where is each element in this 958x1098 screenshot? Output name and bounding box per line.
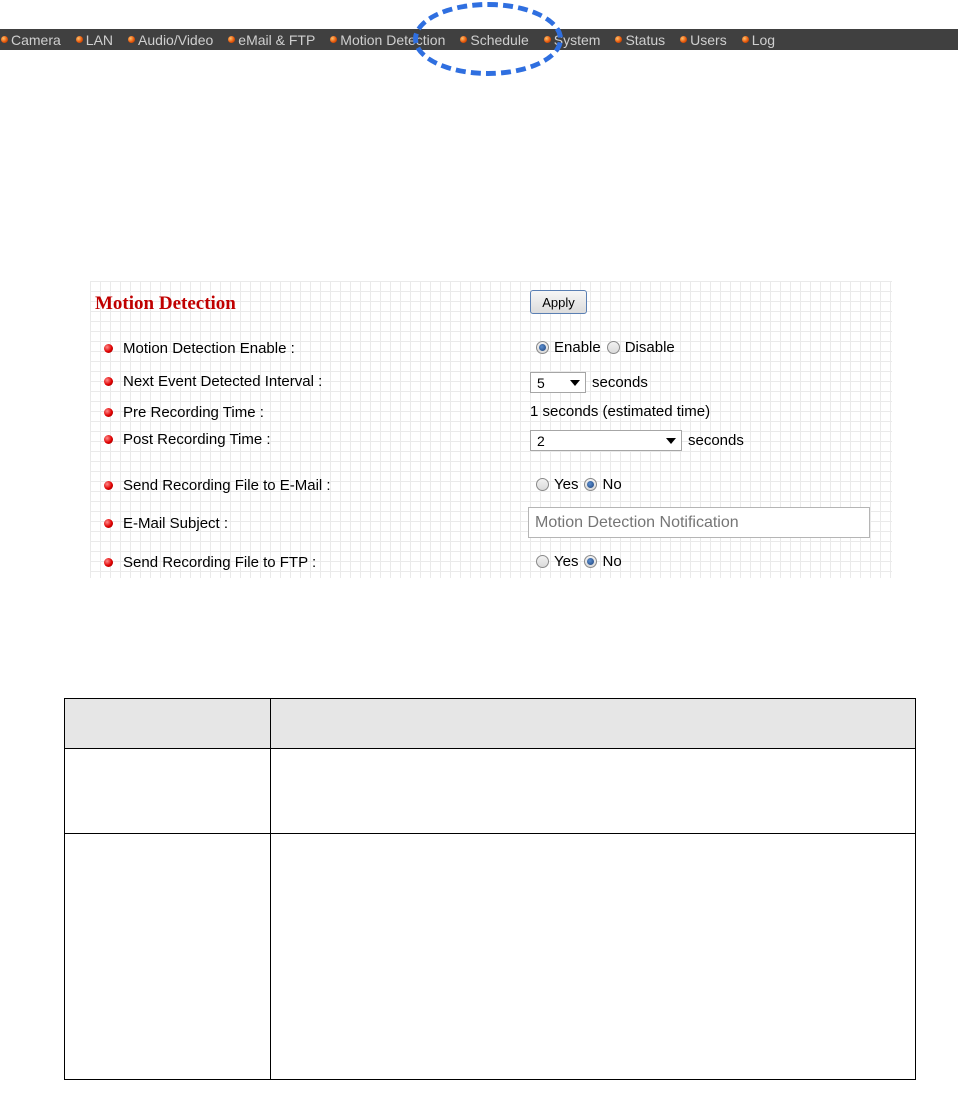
nav-item-schedule[interactable]: Schedule [460, 32, 528, 48]
send-email-label: Send Recording File to E-Mail : [123, 477, 331, 494]
nav-item-camera[interactable]: Camera [1, 32, 61, 48]
bullet-icon [544, 36, 551, 43]
bullet-icon [104, 377, 113, 386]
table-header-row [65, 699, 916, 749]
bullet-icon [104, 344, 113, 353]
interval-select[interactable]: 5 [530, 372, 586, 393]
nav-item-audio-video[interactable]: Audio/Video [128, 32, 213, 48]
enable-radio[interactable] [536, 341, 549, 354]
table-header-cell [271, 699, 916, 749]
bullet-icon [460, 36, 467, 43]
row-next-event-interval: Next Event Detected Interval : 5 seconds [90, 370, 892, 394]
table-cell [271, 834, 916, 1080]
send-ftp-label: Send Recording File to FTP : [123, 554, 317, 571]
motion-enable-label: Motion Detection Enable : [123, 340, 295, 357]
table-cell [65, 834, 271, 1080]
table-cell [65, 749, 271, 834]
email-subject-input[interactable] [528, 507, 870, 538]
bullet-icon [104, 481, 113, 490]
row-post-recording: Post Recording Time : 2 seconds [90, 428, 892, 452]
nav-item-status[interactable]: Status [615, 32, 665, 48]
table-cell [271, 749, 916, 834]
bullet-icon [615, 36, 622, 43]
row-motion-enable: Motion Detection Enable : Enable Disable [90, 337, 892, 361]
ftp-no-radio[interactable] [584, 555, 597, 568]
row-email-subject [90, 512, 892, 536]
bullet-icon [104, 519, 113, 528]
pre-recording-value: 1 seconds (estimated time) [530, 403, 711, 420]
nav-item-email-ftp[interactable]: eMail & FTP [228, 32, 315, 48]
panel-title: Motion Detection [95, 293, 236, 314]
email-no-radio[interactable] [584, 478, 597, 491]
bullet-icon [228, 36, 235, 43]
nav-item-lan[interactable]: LAN [76, 32, 113, 48]
table-row [65, 834, 916, 1080]
apply-button[interactable]: Apply [530, 290, 587, 314]
nav-item-users[interactable]: Users [680, 32, 727, 48]
row-send-ftp: Send Recording File to FTP : Yes No [90, 551, 892, 575]
bullet-icon [76, 36, 83, 43]
disable-radio[interactable] [607, 341, 620, 354]
motion-detection-panel [90, 281, 892, 578]
post-recording-label: Post Recording Time : [123, 431, 271, 448]
description-table [64, 698, 916, 1080]
bullet-icon [128, 36, 135, 43]
ftp-yes-radio[interactable] [536, 555, 549, 568]
post-recording-select[interactable]: 2 [530, 430, 682, 451]
row-pre-recording [90, 401, 892, 425]
bullet-icon [330, 36, 337, 43]
table-row [65, 749, 916, 834]
row-send-email: Send Recording File to E-Mail : Yes No [90, 474, 892, 498]
nav-item-system[interactable]: System [544, 32, 601, 48]
table-header-cell [65, 699, 271, 749]
email-subject-label: E-Mail Subject : [123, 515, 229, 532]
bullet-icon [104, 558, 113, 567]
nav-item-log[interactable]: Log [742, 32, 775, 48]
bullet-icon [104, 435, 113, 444]
bullet-icon [1, 36, 8, 43]
interval-label: Next Event Detected Interval : [123, 373, 323, 390]
top-nav-bar [0, 29, 958, 50]
chevron-down-icon [666, 438, 676, 444]
pre-recording-label: Pre Recording Time : [123, 404, 264, 421]
bullet-icon [680, 36, 687, 43]
email-yes-radio[interactable] [536, 478, 549, 491]
bullet-icon [742, 36, 749, 43]
chevron-down-icon [570, 380, 580, 386]
nav-item-motion-detection[interactable]: Motion Detection [330, 32, 445, 48]
bullet-icon [104, 408, 113, 417]
